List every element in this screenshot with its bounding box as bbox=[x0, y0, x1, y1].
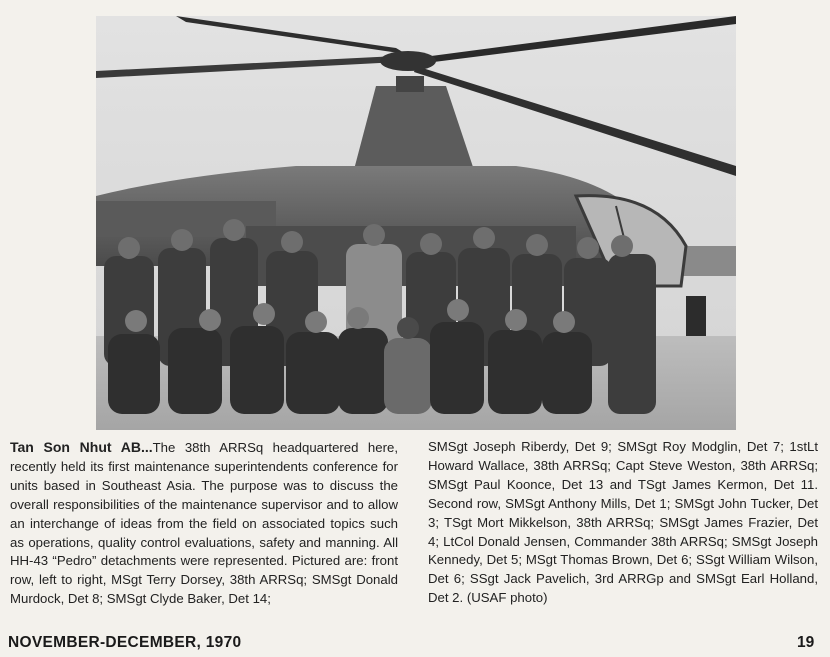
caption-column-left bbox=[10, 438, 398, 609]
caption-lead: Tan Son Nhut AB... bbox=[10, 439, 153, 455]
helicopter-crew-photo bbox=[96, 16, 736, 430]
issue-date: NOVEMBER-DECEMBER, 1970 bbox=[8, 634, 242, 651]
caption-text-right: SMSgt Joseph Riberdy, Det 9; SMSgt Roy Modglin, Det 7; 1stLt Howard Wallace, 38th ARRSq; Capt Steve Weston, 38th ARRSq; SMSgt Paul Koonce, Det 13 and TSgt James Kermon, Det 11. Second row, SMSgt Anthony Mills, Det 1; SMSgt John Tucker, Det 3; TSgt Mort Mikkelson, 38th ARRSq; SMSgt James Frazier, Det 4; LtCol Donald Jensen, Commander 38th ARRSq; SMSgt Joseph Kennedy, Det 5; MSgt Thomas Brown, Det 6; SSgt William Wilson, Det 6; SSgt Jack Pavelich, 3rd ARRGp and SMSgt Earl Holland, Det 2. (USAF photo) bbox=[428, 439, 818, 606]
caption-column-right bbox=[428, 438, 818, 608]
caption-text-left: The 38th ARRSq headquartered here, recently held its first maintenance superintendents conference for units based in Southeast Asia. The purpose was to discuss the overall responsibilities of the maintenance supervisor and to allow an interchange of ideas from the field on associated topics such as operations, quality control evaluations, safety and manning. All HH-43 “Pedro” detachments were represented. Pictured are: front row, left to right, MSgt Terry Dorsey, 38th ARRSq; SMSgt Donald Murdock, Det 8; SMSgt Clyde Baker, Det 14; bbox=[10, 440, 398, 607]
page-number: 19 bbox=[797, 634, 815, 651]
photo-illustration bbox=[96, 16, 736, 430]
